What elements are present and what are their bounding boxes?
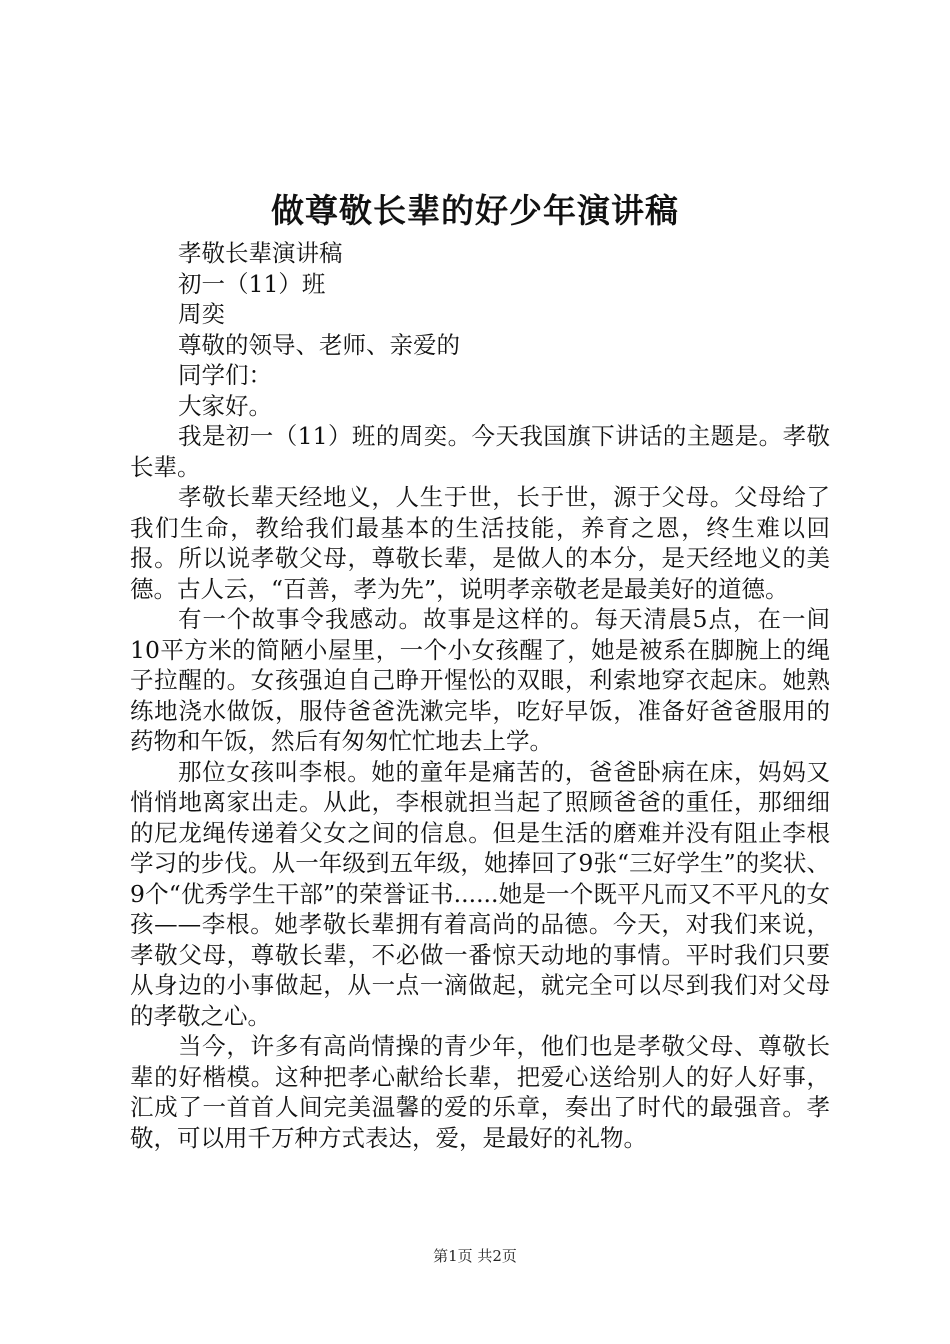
document-body	[130, 238, 830, 1153]
paragraph-today: 当今，许多有高尚情操的青少年，他们也是孝敬父母、尊敬长辈的好楷模。这种把孝心献给长辈，把爱心送给别人的好人好事，汇成了一首首人间完美温馨的爱的乐章，奏出了时代的最强音。孝敬，可以用千万种方式表达，爱，是最好的礼物。	[130, 1032, 830, 1152]
class-name: 初一（11）班	[178, 269, 326, 298]
speech-heading: 孝敬长辈演讲稿	[178, 239, 343, 267]
paragraph-li-gen: 那位女孩叫李根。她的童年是痛苦的，爸爸卧病在床，妈妈又悄悄地离家出走。从此，李根就担当起了照顾爸爸的重任，那细细的尼龙绳传递着父女之间的信息。但是生活的磨难并没有阻止李根学习的步伐。从一年级到五年级，她捧回了9张“三好学生”的奖状、9个“优秀学生干部”的荣誉证书......她是一个既平凡而又不平凡的女孩——李根。她孝敬长辈拥有着高尚的品德。今天，对我们来说，孝敬父母，尊敬长辈，不必做一番惊天动地的事情。平时我们只要从身边的小事做起，从一点一滴做起，就完全可以尽到我们对父母的孝敬之心。	[130, 757, 830, 1030]
paragraph-story: 有一个故事令我感动。故事是这样的。每天清晨5点，在一间10平方米的简陋小屋里，一个小女孩醒了，她是被系在脚腕上的绳子拉醒的。女孩强迫自己睁开惺忪的双眼，利索地穿衣起床。她熟练地浇水做饭，服侍爸爸洗漱完毕，吃好早饭，准备好爸爸服用的药物和午饭，然后有匆匆忙忙地去上学。	[130, 605, 830, 755]
salutation-line-1: 尊敬的领导、老师、亲爱的	[178, 330, 460, 359]
paragraph-intro: 我是初一（11）班的周奕。今天我国旗下讲话的主题是。孝敬长辈。	[130, 422, 830, 481]
greeting: 大家好。	[178, 391, 272, 420]
speaker-name: 周奕	[178, 300, 225, 328]
document-title: 做尊敬长辈的好少年演讲稿	[271, 191, 679, 230]
salutation-line-2: 同学们：	[178, 361, 272, 389]
page-footer: 第1页 共2页	[433, 1247, 517, 1265]
paragraph-filial-piety: 孝敬长辈天经地义，人生于世，长于世，源于父母。父母给了我们生命，教给我们最基本的生活技能，养育之恩，终生难以回报。所以说孝敬父母，尊敬长辈，是做人的本分，是天经地义的美德。古人云，“百善，孝为先”，说明孝亲敬老是最美好的道德。	[130, 483, 830, 603]
